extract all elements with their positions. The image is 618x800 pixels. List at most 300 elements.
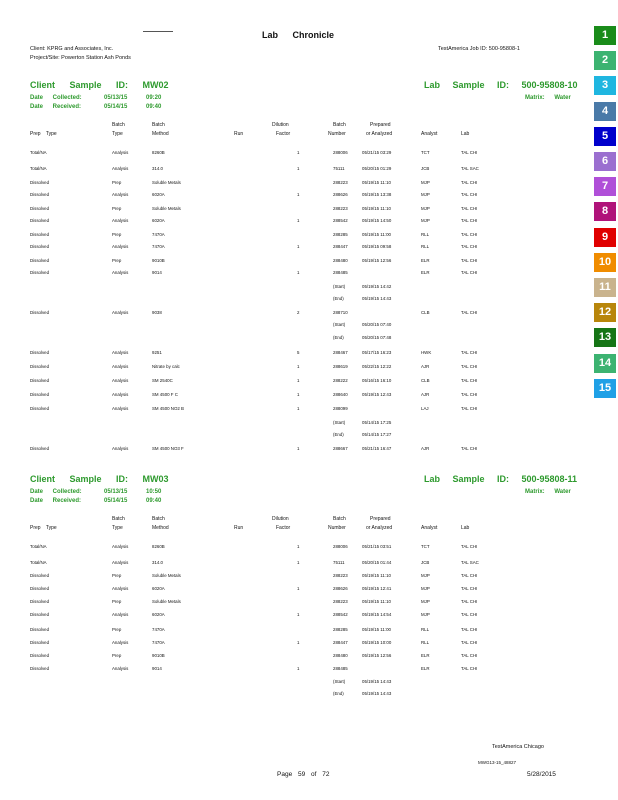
- matrix: Matrix: Water: [525, 489, 571, 495]
- table-row: [0, 270, 590, 279]
- cell-date: 05/20/15 07:40: [362, 322, 392, 327]
- cell-method: 6020A: [152, 218, 165, 223]
- col-header-batch-number: Batch: [333, 122, 346, 128]
- col-header-batch-method: Batch: [152, 122, 165, 128]
- tab-8[interactable]: 8: [594, 202, 616, 221]
- cell-lab: TAL SAC: [461, 560, 479, 565]
- table-row: [0, 627, 590, 636]
- cell-analyst: MJP: [421, 599, 430, 604]
- col-header-lab: Lab: [461, 525, 470, 531]
- cell-method: 8260B: [152, 544, 165, 549]
- cell-method: SM 4500 NO2 B: [152, 406, 184, 411]
- cell-date: 05/19/15 12:41: [362, 586, 392, 591]
- cell-number: 288099: [333, 406, 348, 411]
- cell-number: 288480: [333, 653, 348, 658]
- cell-number: 288542: [333, 218, 348, 223]
- cell-lab: TAL CHI: [461, 258, 478, 263]
- table-row: [0, 406, 590, 415]
- cell-factor: 1: [297, 150, 300, 155]
- table-row: [0, 640, 590, 649]
- cell-analyst: MJP: [421, 218, 430, 223]
- cell-analyst: JCB: [421, 166, 430, 171]
- cell-analyst: RLL: [421, 232, 430, 237]
- cell-factor: 1: [297, 446, 300, 451]
- table-row: [0, 258, 590, 267]
- cell-analyst: RLL: [421, 627, 430, 632]
- cell-number: 288542: [333, 612, 348, 617]
- cell-prep: Dissolved: [30, 627, 50, 632]
- cell-analyst: HWK: [421, 350, 432, 355]
- cell-method: 9038: [152, 310, 162, 315]
- cell-type: Analysis: [112, 544, 129, 549]
- cell-analyst: JCB: [421, 560, 430, 565]
- cell-method: Soluble Metals: [152, 599, 181, 604]
- cell-type: Analysis: [112, 640, 129, 645]
- cell-prep: Dissolved: [30, 392, 50, 397]
- cell-analyst: ELR: [421, 258, 430, 263]
- cell-factor: 1: [297, 392, 300, 397]
- footer-date: 5/28/2015: [527, 771, 556, 778]
- cell-type: Prep: [112, 573, 122, 578]
- cell-lab: TAL CHI: [461, 232, 478, 237]
- cell-factor: 1: [297, 406, 300, 411]
- cell-lab: TAL CHI: [461, 310, 478, 315]
- cell-date: 05/19/15 11:10: [362, 599, 391, 604]
- cell-number: 288485: [333, 666, 348, 671]
- cell-prep: Dissolved: [30, 232, 50, 237]
- cell-prep: Dissolved: [30, 258, 50, 263]
- time-received: 09:40: [146, 498, 162, 504]
- client-name: Client: KPRG and Associates, Inc.: [30, 46, 114, 52]
- table-row: [0, 679, 590, 688]
- cell-analyst: MJP: [421, 573, 430, 578]
- cell-method: 314.0: [152, 560, 163, 565]
- lab-sample-id: Lab Sample ID: 500-95808-11: [424, 474, 578, 484]
- table-row: [0, 364, 590, 373]
- cell-prep: Dissolved: [30, 666, 50, 671]
- cell-type: Analysis: [112, 378, 129, 383]
- cell-type: Analysis: [112, 350, 129, 355]
- cell-prep: Dissolved: [30, 406, 50, 411]
- table-row: [0, 573, 590, 582]
- cell-analyst: MJP: [421, 612, 430, 617]
- cell-date: 05/19/15 10:00: [362, 640, 392, 645]
- tab-11[interactable]: 11: [594, 278, 616, 297]
- cell-number: 288667: [333, 446, 348, 451]
- cell-method: 6020A: [152, 586, 165, 591]
- cell-factor: 1: [297, 166, 300, 171]
- cell-method: 9010B: [152, 258, 165, 263]
- cell-method: 9251: [152, 350, 162, 355]
- cell-prep: Dissolved: [30, 364, 50, 369]
- cell-prep: Total/NA: [30, 544, 47, 549]
- cell-lab: TAL CHI: [461, 573, 478, 578]
- date-received: 05/14/15: [104, 104, 128, 110]
- cell-number: 288485: [333, 270, 348, 275]
- cell-factor: 1: [297, 244, 300, 249]
- cell-method: 314.0: [152, 166, 163, 171]
- cell-type: Analysis: [112, 666, 129, 671]
- tab-1[interactable]: 1: [594, 26, 616, 45]
- cell-factor: 1: [297, 378, 300, 383]
- matrix: Matrix: Water: [525, 95, 571, 101]
- project-site: Project/Site: Powerton Station Ash Ponds: [30, 55, 131, 61]
- cell-factor: 1: [297, 218, 300, 223]
- cell-analyst: ELR: [421, 270, 430, 275]
- date-collected-label: Date Collected:: [30, 489, 82, 495]
- cell-lab: TAL CHI: [461, 364, 478, 369]
- cell-analyst: RLL: [421, 640, 430, 645]
- col-header-prepared: Prepared: [370, 122, 391, 128]
- time-collected: 10:50: [146, 489, 162, 495]
- table-row: [0, 180, 590, 189]
- col-header-batch: Batch: [112, 122, 125, 128]
- table-row: [0, 150, 590, 159]
- cell-type: Prep: [112, 599, 122, 604]
- cell-method: 9014: [152, 270, 162, 275]
- cell-number: 288447: [333, 244, 348, 249]
- cell-date: 05/19/15 12:56: [362, 653, 392, 658]
- col-header-analyst: Analyst: [421, 525, 438, 531]
- lab-sample-id: Lab Sample ID: 500-95808-10: [424, 80, 578, 90]
- col-header-factor: Factor: [276, 525, 291, 531]
- col-header-method: Method: [152, 131, 169, 137]
- col-header-analyzed: or Analyzed: [366, 131, 393, 137]
- cell-analyst: MJP: [421, 192, 430, 197]
- cell-number: 288285: [333, 232, 348, 237]
- cell-prep: Total/NA: [30, 150, 47, 155]
- page-title: Lab Chronicle: [262, 30, 335, 40]
- cell-date: 05/19/15 12:56: [362, 258, 392, 263]
- col-header-batch: Batch: [112, 516, 125, 522]
- cell-type: Analysis: [112, 560, 129, 565]
- cell-analyst: MJP: [421, 206, 430, 211]
- cell-type: Prep: [112, 258, 122, 263]
- cell-number: 288006: [333, 150, 348, 155]
- cell-method: 7470A: [152, 244, 165, 249]
- date-received-label: Date Received:: [30, 498, 82, 504]
- cell-type: Analysis: [112, 586, 129, 591]
- table-row: [0, 296, 590, 305]
- cell-prep: Dissolved: [30, 310, 50, 315]
- cell-date: 05/19/15 12:43: [362, 392, 392, 397]
- cell-date: 05/19/15 14:42: [362, 284, 392, 289]
- cell-prep: Dissolved: [30, 350, 50, 355]
- table-row: [0, 666, 590, 675]
- col-header-number: Number: [328, 525, 346, 531]
- cell-lab: TAL CHI: [461, 218, 478, 223]
- cell-factor: 1: [297, 640, 300, 645]
- cell-factor: 1: [297, 612, 300, 617]
- col-header-batch-number: Batch: [333, 516, 346, 522]
- cell-date: 05/20/15 01:29: [362, 166, 392, 171]
- col-header-analyst: Analyst: [421, 131, 438, 137]
- cell-method: 7470A: [152, 640, 165, 645]
- cell-analyst: AJR: [421, 364, 430, 369]
- cell-type: Analysis: [112, 446, 129, 451]
- cell-number: (End): [333, 432, 344, 437]
- cell-number: (Start): [333, 322, 346, 327]
- tab-15[interactable]: 15: [594, 379, 616, 398]
- cell-prep: Dissolved: [30, 206, 50, 211]
- cell-factor: 1: [297, 544, 300, 549]
- cell-lab: TAL CHI: [461, 406, 478, 411]
- cell-date: 05/20/15 07:48: [362, 335, 392, 340]
- cell-type: Analysis: [112, 218, 129, 223]
- cell-type: Prep: [112, 653, 122, 658]
- col-header-prep-type: Prep Type: [30, 131, 57, 137]
- table-row: [0, 544, 590, 553]
- cell-analyst: CLB: [421, 378, 430, 383]
- cell-lab: TAL CHI: [461, 446, 478, 451]
- table-row: [0, 192, 590, 201]
- cell-method: 8260B: [152, 150, 165, 155]
- col-header-batch-method: Batch: [152, 516, 165, 522]
- cell-prep: Dissolved: [30, 192, 50, 197]
- tab-7[interactable]: 7: [594, 177, 616, 196]
- col-header-dilution: Dilution: [272, 516, 289, 522]
- col-header-method: Method: [152, 525, 169, 531]
- cell-number: (Start): [333, 284, 346, 289]
- table-row: [0, 378, 590, 387]
- col-header-run: Run: [234, 131, 244, 137]
- cell-factor: 5: [297, 350, 300, 355]
- col-header-lab: Lab: [461, 131, 470, 137]
- cell-prep: Dissolved: [30, 180, 50, 185]
- cell-date: 05/16/15 16:10: [362, 378, 392, 383]
- cell-type: Analysis: [112, 192, 129, 197]
- cell-type: Analysis: [112, 392, 129, 397]
- cell-type: Prep: [112, 180, 122, 185]
- cell-lab: TAL CHI: [461, 378, 478, 383]
- cell-method: 6020A: [152, 192, 165, 197]
- tab-4[interactable]: 4: [594, 102, 616, 121]
- table-row: [0, 335, 590, 344]
- cell-prep: Dissolved: [30, 640, 50, 645]
- cell-lab: TAL CHI: [461, 350, 478, 355]
- cell-type: Analysis: [112, 244, 129, 249]
- tab-14[interactable]: 14: [594, 354, 616, 373]
- tab-10[interactable]: 10: [594, 253, 616, 272]
- col-header-analyzed: or Analyzed: [366, 525, 393, 531]
- tab-2[interactable]: 2: [594, 51, 616, 70]
- cell-prep: Dissolved: [30, 612, 50, 617]
- cell-prep: Total/NA: [30, 560, 47, 565]
- cell-analyst: TCT: [421, 150, 430, 155]
- cell-lab: TAL CHI: [461, 666, 478, 671]
- cell-number: 288467: [333, 350, 348, 355]
- cell-prep: Dissolved: [30, 586, 50, 591]
- cell-factor: 1: [297, 586, 300, 591]
- table-row: [0, 206, 590, 215]
- cell-number: 288480: [333, 258, 348, 263]
- table-row: [0, 284, 590, 293]
- cell-analyst: AJR: [421, 392, 430, 397]
- cell-factor: 1: [297, 666, 300, 671]
- cell-prep: Dissolved: [30, 599, 50, 604]
- cell-date: 05/21/15 03:29: [362, 150, 392, 155]
- cell-number: 75111: [333, 166, 345, 171]
- cell-prep: Dissolved: [30, 378, 50, 383]
- cell-lab: TAL CHI: [461, 586, 478, 591]
- cell-number: 288626: [333, 586, 348, 591]
- cell-method: 6020A: [152, 612, 165, 617]
- cell-lab: TAL CHI: [461, 192, 478, 197]
- client-sample-id: Client Sample ID: MW02: [30, 80, 169, 90]
- footer-doc-code: MWG13-15_48827: [478, 760, 517, 765]
- tab-12[interactable]: 12: [594, 303, 616, 322]
- cell-date: 05/19/15 11:10: [362, 206, 391, 211]
- cell-method: Soluble Metals: [152, 573, 181, 578]
- table-row: [0, 446, 590, 455]
- cell-factor: 1: [297, 192, 300, 197]
- tab-3[interactable]: 3: [594, 76, 616, 95]
- table-row: [0, 612, 590, 621]
- date-collected-label: Date Collected:: [30, 95, 82, 101]
- cell-method: SM 4500 NO3 F: [152, 446, 184, 451]
- cell-lab: TAL CHI: [461, 270, 478, 275]
- cell-method: SM 4500 F C: [152, 392, 178, 397]
- client-sample-id: Client Sample ID: MW03: [30, 474, 169, 484]
- cell-prep: Dissolved: [30, 218, 50, 223]
- cell-number: 288626: [333, 192, 348, 197]
- cell-method: SM 2540C: [152, 378, 173, 383]
- cell-number: 288223: [333, 573, 348, 578]
- cell-number: 288447: [333, 640, 348, 645]
- cell-date: 05/19/15 09:58: [362, 244, 392, 249]
- cell-analyst: TCT: [421, 544, 430, 549]
- cell-lab: TAL CHI: [461, 653, 478, 658]
- table-row: [0, 244, 590, 253]
- cell-date: 05/21/15 16:47: [362, 446, 392, 451]
- cell-date: 05/19/15 14:50: [362, 218, 392, 223]
- cell-lab: TAL CHI: [461, 599, 478, 604]
- cell-date: 05/19/15 13:38: [362, 192, 392, 197]
- cell-lab: TAL CHI: [461, 244, 478, 249]
- col-header-prepared: Prepared: [370, 516, 391, 522]
- col-header-number: Number: [328, 131, 346, 137]
- table-row: [0, 653, 590, 662]
- logo-mark: [143, 31, 173, 32]
- cell-lab: TAL CHI: [461, 544, 478, 549]
- cell-lab: TAL CHI: [461, 640, 478, 645]
- cell-type: Analysis: [112, 406, 129, 411]
- cell-method: 7470A: [152, 627, 165, 632]
- date-collected: 05/13/15: [104, 489, 128, 495]
- col-header-type: Type: [112, 131, 123, 137]
- tab-6[interactable]: 6: [594, 152, 616, 171]
- cell-type: Analysis: [112, 270, 129, 275]
- cell-type: Analysis: [112, 310, 129, 315]
- cell-factor: 1: [297, 560, 300, 565]
- cell-date: 05/14/15 17:27: [362, 432, 392, 437]
- tab-5[interactable]: 5: [594, 127, 616, 146]
- date-received: 05/14/15: [104, 498, 128, 504]
- cell-type: Analysis: [112, 612, 129, 617]
- cell-lab: TAL CHI: [461, 180, 478, 185]
- cell-analyst: ELR: [421, 653, 430, 658]
- cell-date: 05/14/15 17:25: [362, 420, 392, 425]
- cell-analyst: RLL: [421, 244, 430, 249]
- cell-method: Soluble Metals: [152, 206, 181, 211]
- col-header-run: Run: [234, 525, 244, 531]
- cell-number: 288223: [333, 599, 348, 604]
- job-id: TestAmerica Job ID: 500-95808-1: [438, 46, 520, 52]
- cell-lab: TAL CHI: [461, 150, 478, 155]
- col-header-factor: Factor: [276, 131, 291, 137]
- cell-prep: Dissolved: [30, 573, 50, 578]
- cell-date: 05/19/15 14:54: [362, 612, 392, 617]
- cell-lab: TAL CHI: [461, 627, 478, 632]
- tab-13[interactable]: 13: [594, 328, 616, 347]
- cell-lab: TAL SAC: [461, 166, 479, 171]
- cell-number: 288710: [333, 310, 348, 315]
- table-row: [0, 218, 590, 227]
- cell-factor: 1: [297, 364, 300, 369]
- cell-date: 05/17/15 16:23: [362, 350, 392, 355]
- cell-analyst: AJR: [421, 446, 430, 451]
- cell-prep: Dissolved: [30, 270, 50, 275]
- table-row: [0, 310, 590, 319]
- date-collected: 05/13/15: [104, 95, 128, 101]
- cell-type: Prep: [112, 232, 122, 237]
- cell-date: 05/19/15 14:43: [362, 691, 392, 696]
- table-row: [0, 392, 590, 401]
- cell-date: 05/21/15 03:51: [362, 544, 392, 549]
- cell-prep: Total/NA: [30, 166, 47, 171]
- cell-factor: 2: [297, 310, 300, 315]
- col-header-dilution: Dilution: [272, 122, 289, 128]
- cell-analyst: MJP: [421, 180, 430, 185]
- cell-date: 05/19/15 11:10: [362, 573, 391, 578]
- cell-number: 288285: [333, 627, 348, 632]
- cell-method: 9010B: [152, 653, 165, 658]
- table-row: [0, 166, 590, 175]
- cell-type: Analysis: [112, 150, 129, 155]
- cell-type: Analysis: [112, 364, 129, 369]
- table-row: [0, 420, 590, 429]
- cell-number: 288223: [333, 180, 348, 185]
- col-header-type: Type: [112, 525, 123, 531]
- cell-number: (End): [333, 335, 344, 340]
- table-row: [0, 599, 590, 608]
- cell-number: 288223: [333, 206, 348, 211]
- cell-number: 75111: [333, 560, 345, 565]
- cell-date: 05/19/15 14:43: [362, 679, 392, 684]
- footer-company: TestAmerica Chicago: [492, 744, 544, 750]
- date-received-label: Date Received:: [30, 104, 82, 110]
- cell-method: Nitrate by calc: [152, 364, 180, 369]
- cell-number: (Start): [333, 679, 346, 684]
- cell-date: 05/19/15 11:10: [362, 180, 391, 185]
- cell-number: 288640: [333, 392, 348, 397]
- cell-number: (End): [333, 296, 344, 301]
- cell-number: (End): [333, 691, 344, 696]
- cell-type: Prep: [112, 627, 122, 632]
- cell-number: 288619: [333, 364, 348, 369]
- cell-prep: Dissolved: [30, 653, 50, 658]
- time-received: 09:40: [146, 104, 162, 110]
- cell-date: 05/19/15 11:00: [362, 627, 391, 632]
- table-row: [0, 560, 590, 569]
- table-row: [0, 350, 590, 359]
- table-row: [0, 322, 590, 331]
- table-row: [0, 586, 590, 595]
- tab-9[interactable]: 9: [594, 228, 616, 247]
- table-row: [0, 691, 590, 700]
- page-number: Page 59 of 72: [277, 771, 330, 778]
- time-collected: 09:20: [146, 95, 162, 101]
